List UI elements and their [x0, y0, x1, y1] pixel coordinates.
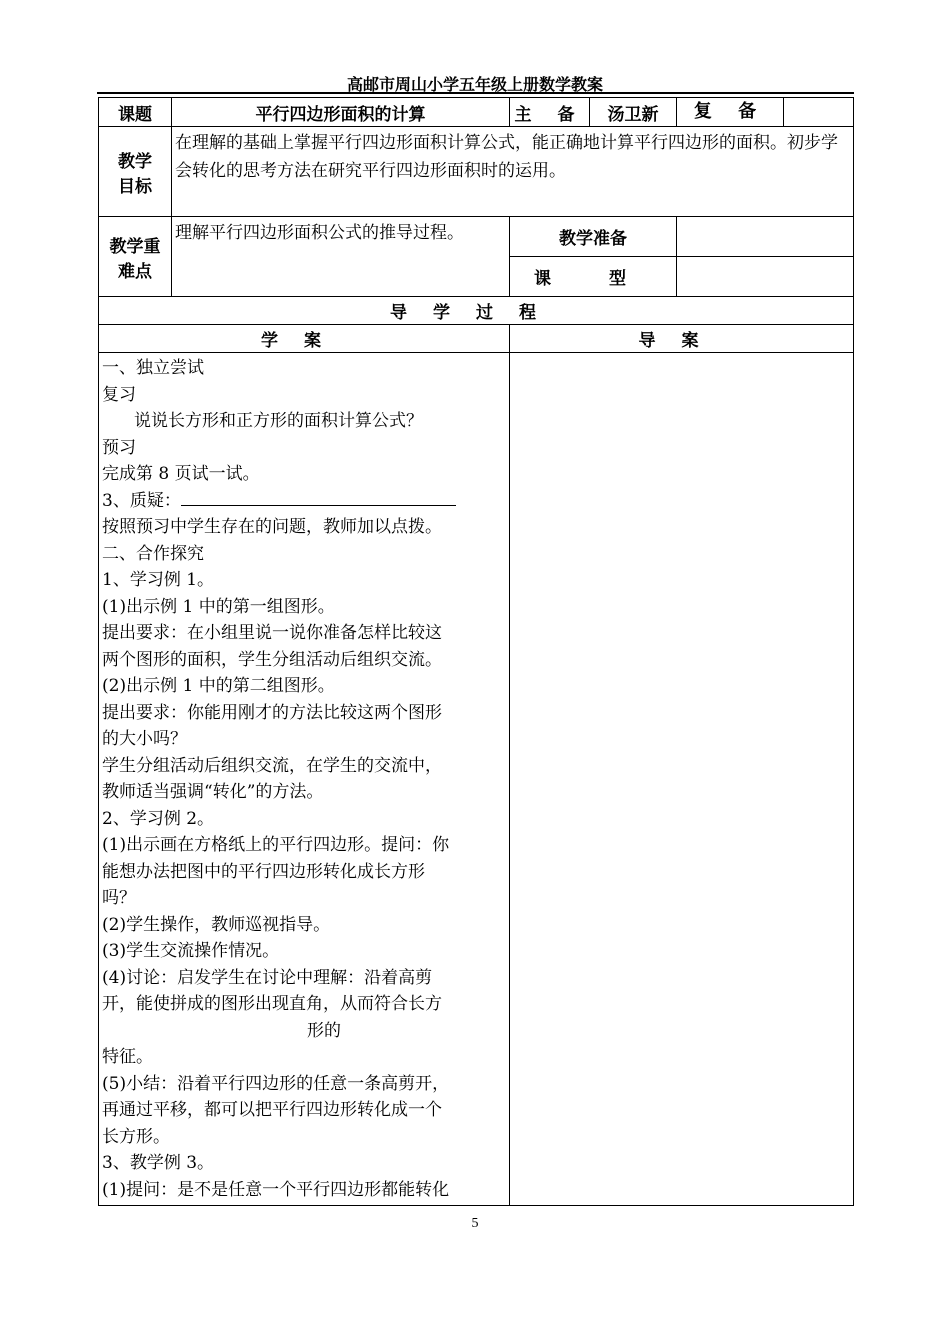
text-line: 说说长方形和正方形的面积计算公式？ — [134, 411, 423, 431]
text-line: 2、学习例 2。 — [102, 808, 215, 829]
text-line: 复习 — [102, 384, 136, 405]
process-title: 导学过程 — [390, 303, 562, 323]
header-rule — [97, 92, 854, 94]
keypoints-row-1 — [99, 217, 854, 257]
col-left-header: 学案 — [261, 331, 347, 351]
review-cell — [677, 98, 854, 127]
prep-value — [677, 217, 854, 257]
text-line: 形的 — [307, 1020, 341, 1041]
text-line: 1、学习例 1。 — [102, 570, 215, 590]
text-line: 教师适当强调“转化”的方法。 — [102, 782, 324, 802]
topic-label: 课题 — [99, 98, 172, 127]
text-line: (1)出示画在方格纸上的平行四边形。提问：你 — [102, 835, 450, 855]
text-line: (1)提问：是不是任意一个平行四边形都能转化 — [102, 1179, 450, 1200]
goals-label: 教学 目标 — [99, 127, 172, 217]
text-line: 再通过平移，都可以把平行四边形转化成一个 — [102, 1100, 442, 1120]
text-line: 提出要求：你能用刚才的方法比较这两个图形 — [102, 702, 442, 723]
page-number: 5 — [471, 1216, 479, 1231]
prep-label: 教学准备 — [510, 217, 677, 257]
guide-plan-column — [510, 353, 854, 1206]
col-right-header: 导案 — [638, 331, 725, 351]
review-name — [784, 98, 853, 126]
review-label: 复 备 — [693, 101, 767, 122]
type-label: 课 型 — [534, 269, 652, 289]
goals-text: 在理解的基础上掌握平行四边形面积计算公式，能正确地计算平行四边形的面积。初步学会转化的思考方法在研究平行四边形面积时的运用。 — [172, 127, 854, 217]
process-title-row — [99, 297, 854, 325]
text-line: 开，能使拼成的图形出现直角，从而符合长方 — [102, 994, 442, 1014]
text-line: (1)出示例 1 中的第一组图形。 — [102, 596, 335, 617]
lesson-plan-table — [98, 97, 854, 1206]
text-line: 的大小吗？ — [102, 729, 187, 749]
blank-underline — [181, 489, 456, 506]
text-line: 提出要求：在小组里说一说你准备怎样比较这 — [102, 623, 442, 643]
keypoints-text: 理解平行四边形面积公式的推导过程。 — [172, 217, 510, 297]
process-body-row — [99, 353, 854, 1206]
goals-row — [99, 127, 854, 217]
text-line: 一、独立尝试 — [102, 358, 204, 378]
type-value — [677, 257, 854, 297]
text-line: 长方形。 — [102, 1126, 170, 1147]
text-line: 3、教学例 3。 — [102, 1153, 215, 1173]
study-plan-column — [99, 353, 510, 1206]
text-line: 完成第 8 页试一试。 — [102, 464, 260, 484]
text-line: 学生分组活动后组织交流，在学生的交流中， — [102, 755, 442, 776]
topic-row — [99, 98, 854, 127]
text-line: 按照预习中学生存在的问题，教师加以点拨。 — [102, 517, 442, 537]
text-line: 特征。 — [102, 1047, 153, 1067]
question-line: 3、质疑： — [102, 488, 506, 515]
text-line: (5)小结：沿着平行四边形的任意一条高剪开， — [102, 1073, 450, 1094]
text-line: (2)学生操作，教师巡视指导。 — [102, 914, 331, 935]
lead-name: 汤卫新 — [590, 98, 677, 127]
text-line: 能想办法把图中的平行四边形转化成长方形 — [102, 861, 425, 882]
topic-value: 平行四边形面积的计算 — [172, 98, 510, 127]
text-line: 预习 — [102, 437, 136, 458]
keypoints-label: 教学重 难点 — [99, 217, 172, 297]
text-line: (2)出示例 1 中的第二组图形。 — [102, 676, 335, 696]
text-line: 吗？ — [102, 888, 136, 908]
process-columns-row — [99, 325, 854, 353]
text-line: 二、合作探究 — [102, 543, 204, 564]
text-line: (4)讨论：启发学生在讨论中理解：沿着高剪 — [102, 967, 433, 988]
text-line: (3)学生交流操作情况。 — [102, 941, 280, 961]
document-header-title: 高邮市周山小学五年级上册数学教案 — [346, 75, 603, 94]
text-line: 两个图形的面积，学生分组活动后组织交流。 — [102, 649, 442, 670]
lead-label: 主 备 — [514, 104, 585, 125]
